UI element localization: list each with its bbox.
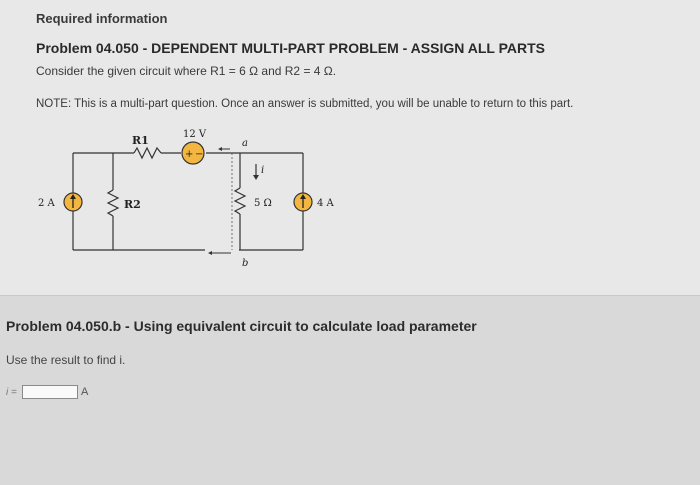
voltage-source-12v (182, 142, 204, 164)
current-source-left-label: 2 A (38, 198, 55, 209)
resistor-5-label: 5 Ω (254, 198, 272, 209)
svg-text:−: − (195, 149, 204, 160)
problem-statement: Consider the given circuit where R1 = 6 Ω and R2 = 4 Ω. (36, 64, 337, 78)
terminal-a-label: a (242, 138, 248, 149)
r2-resistor (108, 190, 118, 216)
multi-part-note: NOTE: This is a multi-part question. Once an answer is submitted, you will be unable to return to this part. (36, 98, 574, 110)
current-source-4a (294, 193, 312, 211)
voltage-source-label: 12 V (183, 129, 207, 140)
terminal-b-label: b (242, 258, 249, 269)
circuit-diagram (28, 120, 358, 270)
answer-label: i = (6, 386, 17, 398)
resistor-5-ohm (235, 188, 245, 214)
terminal-b-arrow (208, 251, 231, 255)
part-b-instruction: Use the result to find i. (6, 353, 126, 367)
terminal-a-arrow (218, 147, 230, 151)
current-i-label: i (261, 165, 265, 176)
answer-unit: A (81, 386, 89, 398)
answer-input[interactable] (22, 385, 78, 399)
r1-resistor (134, 148, 161, 158)
r1-label: R1 (132, 134, 149, 147)
part-b-title: Problem 04.050.b - Using equivalent circuit to calculate load parameter (6, 318, 477, 334)
current-i-arrow (253, 164, 259, 180)
required-information-heading: Required information (36, 11, 168, 26)
svg-text:+: + (185, 149, 194, 160)
answer-row (6, 384, 88, 400)
current-source-right-label: 4 A (317, 198, 334, 209)
r2-label: R2 (124, 198, 141, 211)
current-source-2a (64, 193, 82, 211)
problem-title: Problem 04.050 - DEPENDENT MULTI-PART PROBLEM - ASSIGN ALL PARTS (36, 40, 545, 56)
